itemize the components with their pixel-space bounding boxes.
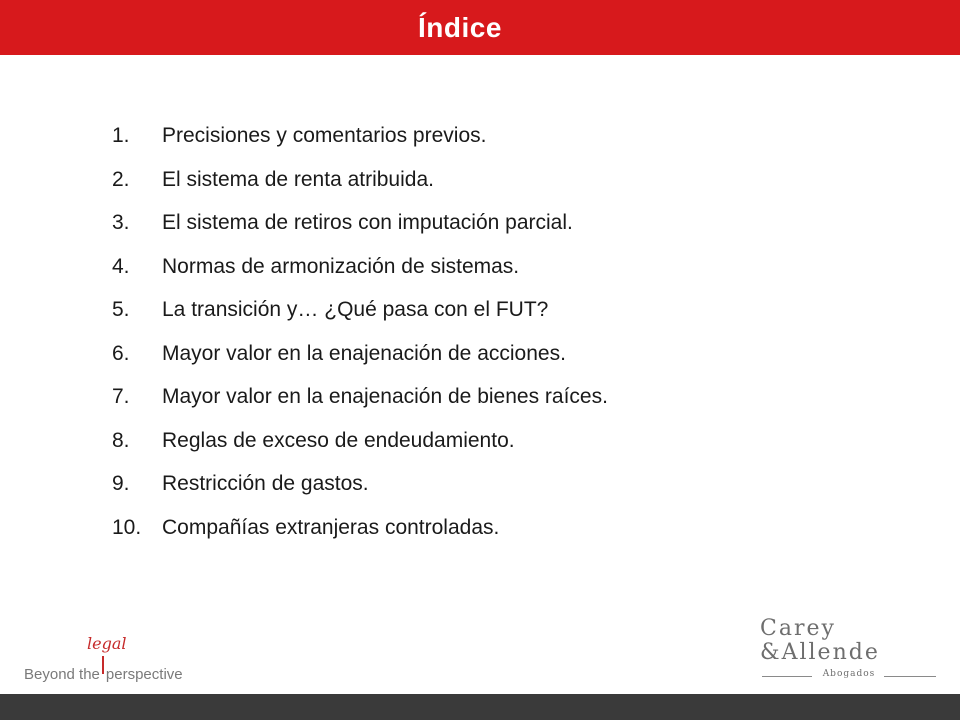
item-number: 10. <box>112 515 142 539</box>
list-item <box>112 385 608 429</box>
item-number: 7. <box>112 385 130 408</box>
logo-rule-right <box>884 676 936 677</box>
item-text: Mayor valor en la enajenación de acciones. <box>162 341 566 365</box>
logo-rule-left <box>762 676 812 677</box>
list-item <box>112 472 608 516</box>
logo-line-1: Carey <box>760 616 836 641</box>
company-logo <box>756 614 940 686</box>
tagline-legal: legal <box>87 634 127 653</box>
list-item <box>112 342 608 386</box>
item-text: La transición y… ¿Qué pasa con el FUT? <box>162 298 549 321</box>
item-text: Precisiones y comentarios previos. <box>162 124 487 147</box>
item-text: Restricción de gastos. <box>162 472 369 495</box>
tagline-logo <box>24 628 224 688</box>
list-item <box>112 255 608 299</box>
footer-bar <box>0 694 960 720</box>
list-item <box>112 211 608 255</box>
item-number: 9. <box>112 472 130 495</box>
logo-line-2: &Allende <box>760 640 880 665</box>
list-item <box>112 516 608 560</box>
list-item <box>112 429 608 473</box>
item-number: 6. <box>112 341 130 365</box>
item-text: Mayor valor en la enajenación de bienes raíces. <box>162 385 608 408</box>
item-text: Compañías extranjeras controladas. <box>162 515 500 539</box>
item-number: 1. <box>112 124 130 147</box>
tagline-right: perspective <box>105 666 183 683</box>
item-text: Normas de armonización de sistemas. <box>162 254 520 278</box>
page-title: Índice <box>418 11 502 43</box>
item-number: 2. <box>112 167 130 191</box>
list-item <box>112 168 608 212</box>
title-bar <box>0 0 960 55</box>
tagline-text <box>24 666 183 683</box>
item-number: 8. <box>112 428 130 452</box>
item-number: 3. <box>112 211 130 234</box>
item-number: 4. <box>112 254 130 278</box>
item-text: El sistema de renta atribuida. <box>162 167 434 191</box>
tagline-left: Beyond the <box>24 666 100 683</box>
list-item <box>112 124 608 168</box>
item-number: 5. <box>112 298 130 321</box>
list-item <box>112 298 608 342</box>
item-text: Reglas de exceso de endeudamiento. <box>162 428 515 452</box>
logo-subtitle: Abogados <box>822 669 876 679</box>
index-list <box>112 124 608 559</box>
item-text: El sistema de retiros con imputación parcial. <box>162 211 573 234</box>
